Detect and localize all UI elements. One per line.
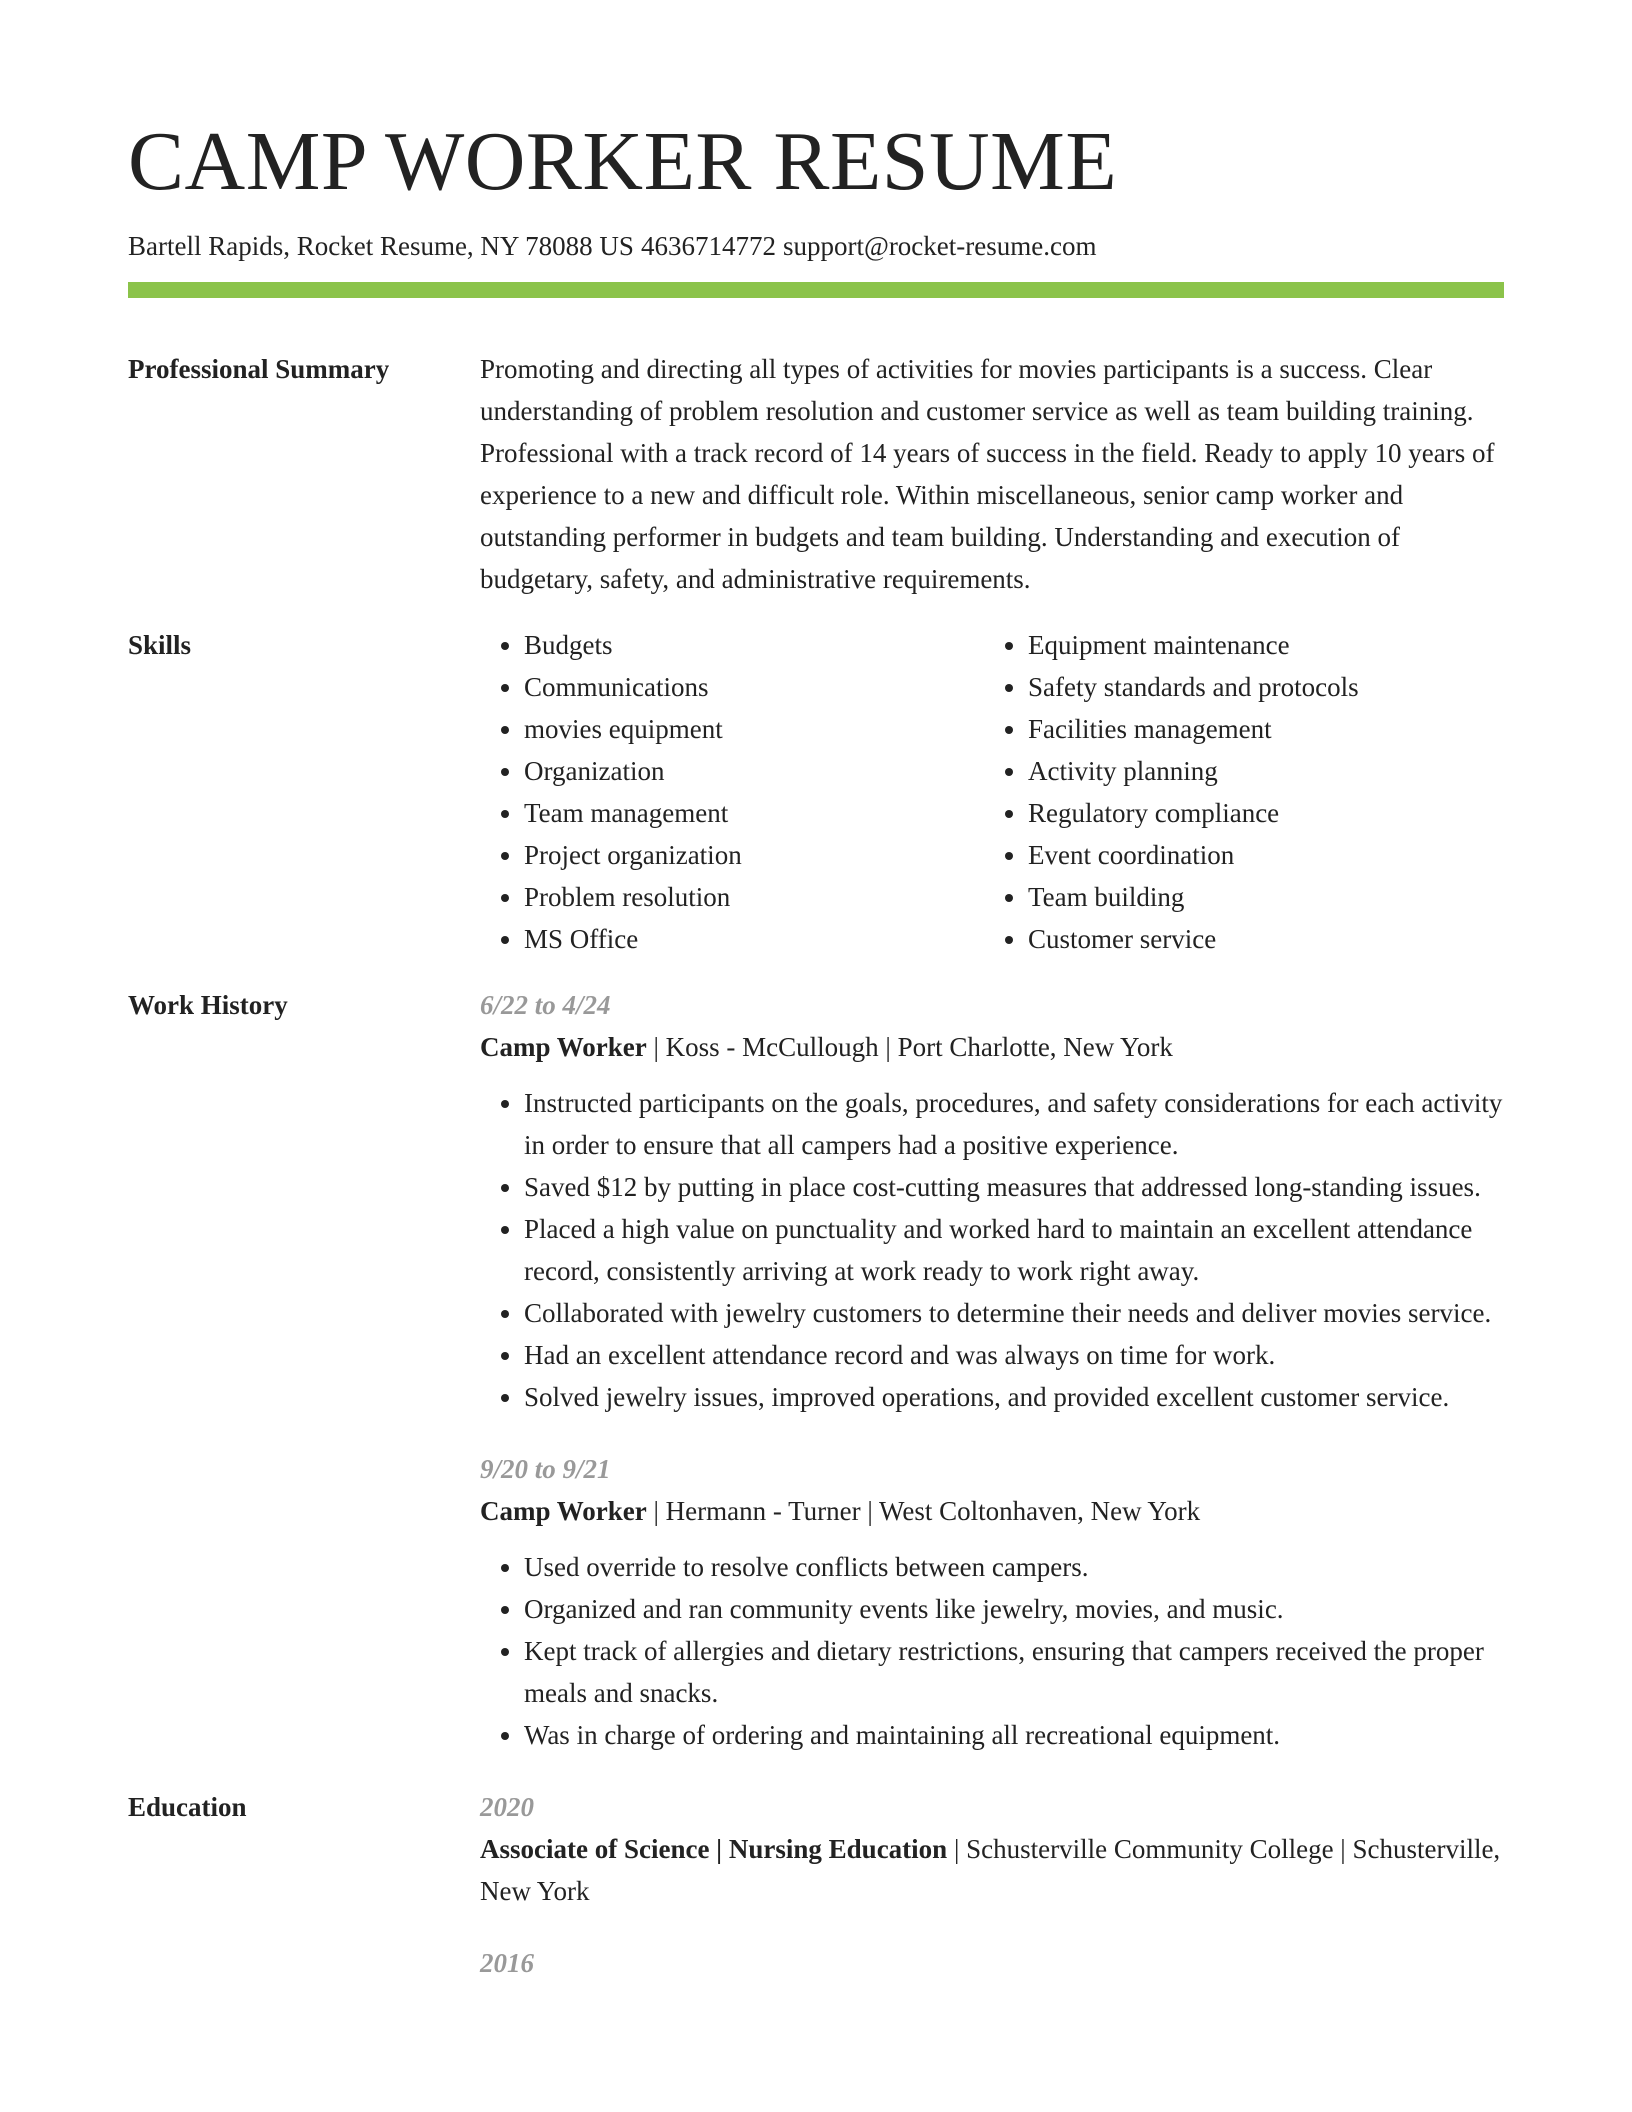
- section-label-work-history: Work History: [128, 990, 288, 1021]
- resume-page: [128, 0, 1504, 1984]
- job-bullet: • Kept track of allergies and dietary restrictions, ensuring that campers received the proper meals and snacks.: [524, 1630, 1504, 1714]
- job-bullet: • Was in charge of ordering and maintaining all recreational equipment.: [524, 1714, 1504, 1756]
- contact-phone: 4636714772: [640, 231, 776, 261]
- education-details: | Schusterville Community College | Schusterville, New York: [480, 1834, 1501, 1907]
- contact-email: support@rocket-resume.com: [782, 231, 1097, 261]
- section-label-summary: Professional Summary: [128, 354, 390, 385]
- skill-item: • Event coordination: [1028, 834, 1488, 876]
- skills-list-left: [480, 624, 984, 960]
- work-history-body: [480, 984, 1504, 1756]
- skill-item: • Facilities management: [1028, 708, 1488, 750]
- job-bullets: [480, 1546, 1504, 1756]
- job-bullet: • Saved $12 by putting in place cost-cutting measures that addressed long-standing issues.: [524, 1166, 1504, 1208]
- skills-section: [128, 624, 1504, 960]
- skills-list-right: [984, 624, 1488, 960]
- job-bullet: • Collaborated with jewelry customers to determine their needs and deliver movies service.: [524, 1292, 1504, 1334]
- skill-item: • Problem resolution: [524, 876, 984, 918]
- skill-item: • Equipment maintenance: [1028, 624, 1488, 666]
- summary-text: Promoting and directing all types of activities for movies participants is a success. Clear understanding of problem resolution and customer service as well as team building training. Professional with a track record of 14 years of success in the field. Ready to apply 10 years of experience to a new and difficult role. Within miscellaneous, senior camp worker and outstanding performer in budgets and team building. Understanding and execution of budgetary, safety, and administrative requirements.: [480, 354, 1495, 595]
- education-degree: Associate of Science | Nursing Education: [480, 1834, 948, 1865]
- skills-body: [480, 624, 1504, 960]
- education-entry: [480, 1786, 1504, 1912]
- skill-item: • Activity planning: [1028, 750, 1488, 792]
- job-heading: [480, 1490, 1504, 1532]
- section-label-skills: Skills: [128, 630, 192, 661]
- job-dates: 9/20 to 9/21: [480, 1454, 611, 1485]
- job-dates: 6/22 to 4/24: [480, 990, 611, 1021]
- skill-item: • Organization: [524, 750, 984, 792]
- skill-item: • Budgets: [524, 624, 984, 666]
- skill-item: • movies equipment: [524, 708, 984, 750]
- education-entry: [480, 1942, 1504, 1984]
- summary-body: [480, 348, 1504, 600]
- education-year: 2016: [480, 1948, 534, 1979]
- job-bullet: • Solved jewelry issues, improved operations, and provided excellent customer service.: [524, 1376, 1504, 1418]
- job-bullet: • Used override to resolve conflicts between campers.: [524, 1546, 1504, 1588]
- job-entry: [480, 1448, 1504, 1756]
- education-section: [128, 1786, 1504, 1984]
- job-heading: [480, 1026, 1504, 1068]
- skill-item: • MS Office: [524, 918, 984, 960]
- job-bullets: [480, 1082, 1504, 1418]
- job-bullet: • Organized and ran community events like jewelry, movies, and music.: [524, 1588, 1504, 1630]
- contact-address: Bartell Rapids, Rocket Resume, NY 78088 US: [128, 231, 634, 261]
- skills-grid: [480, 624, 1504, 960]
- job-details: | Koss - McCullough | Port Charlotte, New York: [646, 1032, 1173, 1063]
- job-title: Camp Worker: [480, 1032, 647, 1063]
- education-heading: [480, 1828, 1504, 1912]
- contact-line: [128, 230, 1504, 262]
- education-year: 2020: [480, 1792, 534, 1823]
- education-body: [480, 1786, 1504, 1984]
- job-entry: [480, 984, 1504, 1418]
- job-bullet: • Placed a high value on punctuality and worked hard to maintain an excellent attendance record, consistently arriving at work ready to work right away.: [524, 1208, 1504, 1292]
- skill-item: • Project organization: [524, 834, 984, 876]
- skill-item: • Team management: [524, 792, 984, 834]
- skill-item: • Regulatory compliance: [1028, 792, 1488, 834]
- skill-item: • Safety standards and protocols: [1028, 666, 1488, 708]
- summary-section: [128, 348, 1504, 600]
- skill-item: • Team building: [1028, 876, 1488, 918]
- skill-item: • Communications: [524, 666, 984, 708]
- page-title: CAMP WORKER RESUME: [128, 115, 1118, 208]
- job-title: Camp Worker: [480, 1496, 647, 1527]
- job-bullet: • Instructed participants on the goals, procedures, and safety considerations for each activity in order to ensure that all campers had a positive experience.: [524, 1082, 1504, 1166]
- job-bullet: • Had an excellent attendance record and was always on time for work.: [524, 1334, 1504, 1376]
- job-details: | Hermann - Turner | West Coltonhaven, New York: [646, 1496, 1201, 1527]
- skill-item: • Customer service: [1028, 918, 1488, 960]
- work-history-section: [128, 984, 1504, 1756]
- header-divider: [128, 282, 1504, 298]
- section-label-education: Education: [128, 1792, 247, 1823]
